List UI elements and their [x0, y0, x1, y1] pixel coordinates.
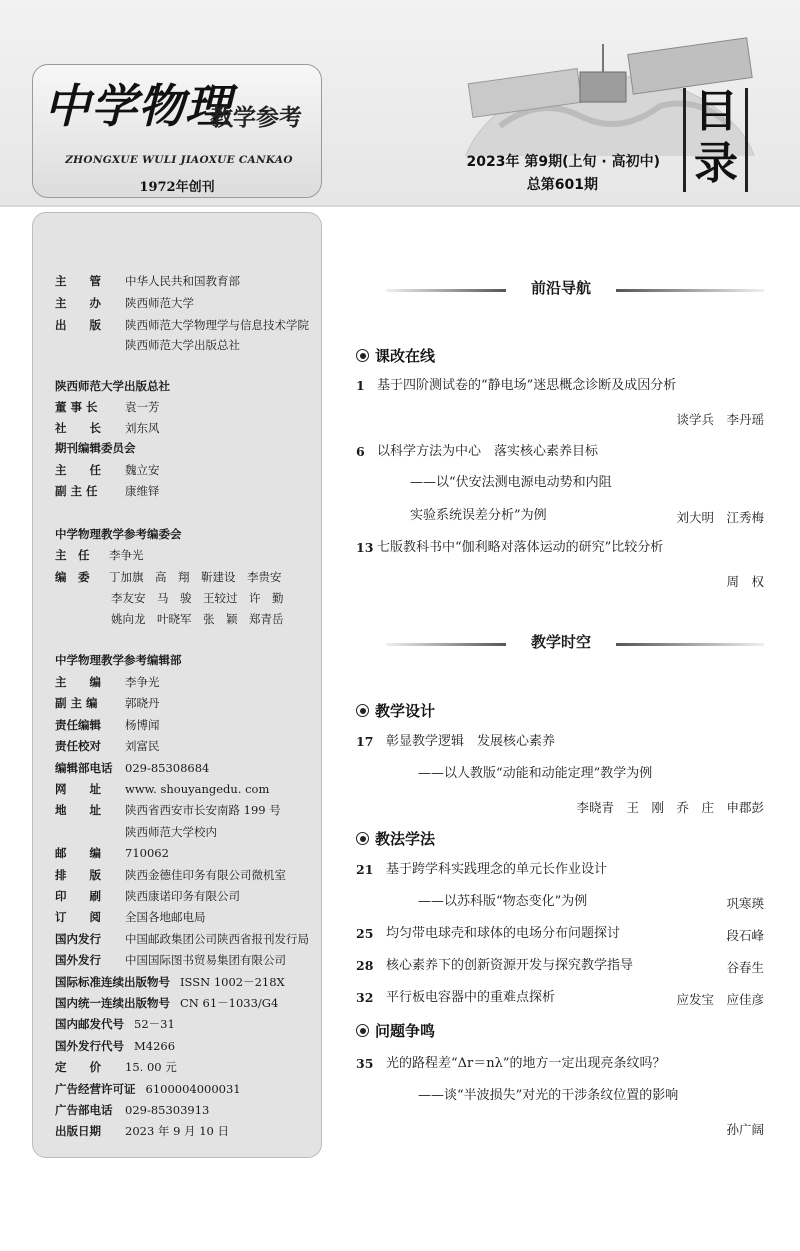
info-label: 社 长: [55, 421, 101, 435]
board-heading: 中学物理教学参考编委会: [55, 527, 182, 541]
banner-rule-left: [386, 643, 506, 646]
article-subtitle: ——以苏科版“物态变化”为例: [418, 894, 588, 909]
article-title[interactable]: 以科学方法为中心 落实核心素养目标: [377, 444, 599, 459]
category-title: 课改在线: [375, 347, 436, 365]
info-value: 郭晓丹: [125, 696, 160, 711]
info-row: [55, 951, 286, 969]
article-title[interactable]: 基于跨学科实践理念的单元长作业设计: [386, 862, 608, 877]
section-banner: [386, 280, 764, 302]
journal-logo-subtitle: 教学参考: [210, 105, 302, 131]
article-authors: 巩寒瑛: [726, 896, 764, 911]
article-subtitle: ——以“伏安法测电源电动势和内阻: [410, 475, 612, 490]
info-row: [55, 930, 309, 948]
info-row: [55, 866, 286, 884]
info-label: 主 办: [55, 296, 101, 310]
info-value: 029-85308684: [125, 760, 210, 775]
article-authors: 刘大明 江秀梅: [676, 510, 764, 525]
info-label: 责任编辑: [55, 717, 101, 732]
info-value: 陕西师范大学出版总社: [125, 338, 240, 352]
bullet-icon: [356, 704, 369, 717]
info-label: 编辑部电话: [55, 760, 113, 775]
info-row: [55, 737, 160, 755]
info-row: [55, 801, 281, 819]
article-title[interactable]: 七版教科书中“伽利略对落体运动的研究”比较分析: [377, 540, 664, 555]
info-value: 康维铎: [125, 484, 160, 498]
info-label: 地 址: [55, 803, 101, 818]
info-label: 广告经营许可证: [55, 1081, 136, 1096]
info-label: 主 任: [55, 548, 90, 562]
category-heading: [356, 700, 435, 721]
article-authors: 孙广阔: [726, 1122, 764, 1137]
category-title: 教学设计: [375, 702, 436, 720]
info-row: [55, 546, 144, 564]
info-row: [55, 1037, 175, 1055]
article-title[interactable]: 彰显教学逻辑 发展核心素养: [386, 734, 556, 749]
article-authors: 段石峰: [726, 928, 764, 943]
info-row: [55, 461, 160, 479]
info-value: 52－31: [134, 1017, 175, 1032]
info-value: 陕西师范大学: [125, 296, 194, 310]
info-row: [55, 844, 169, 862]
article-subtitle: ——谈“半波损失”对光的干涉条纹位置的影响: [418, 1088, 679, 1103]
founded-year: 1972年创刊: [139, 180, 215, 195]
info-value: 魏立安: [125, 463, 160, 477]
info-value: 陕西康诺印务有限公司: [125, 889, 240, 903]
info-value: 中国国际图书贸易集团有限公司: [125, 953, 286, 968]
banner-rule-right: [616, 289, 764, 292]
info-label: 国外发行代号: [55, 1038, 124, 1053]
info-value: 中国邮政集团公司陕西省报刊发行局: [125, 931, 309, 946]
info-value: 刘东风: [125, 421, 160, 435]
info-row: [55, 1058, 177, 1076]
journal-logo-title: 中学物理: [44, 79, 232, 133]
info-row: [55, 1122, 229, 1140]
info-value[interactable]: www. shouyangedu. com: [125, 782, 270, 796]
article-authors: 谈学兵 李丹瑶: [676, 412, 764, 427]
info-label: 主 管: [55, 274, 101, 288]
info-row: [55, 316, 309, 334]
info-label: 订 阅: [55, 910, 101, 925]
info-label: 副 主 任: [55, 484, 98, 498]
bullet-icon: [356, 1024, 369, 1037]
info-row: [55, 673, 160, 691]
committee-heading: 期刊编辑委员会: [55, 441, 136, 455]
info-label: 副 主 编: [55, 696, 98, 711]
article-page: 13: [356, 540, 374, 555]
article-page: 17: [356, 734, 374, 749]
article-subtitle: 实验系统误差分析”为例: [410, 508, 547, 523]
info-row: [55, 294, 194, 312]
info-row: [55, 973, 285, 991]
article-page: 21: [356, 862, 374, 877]
category-heading: [356, 828, 435, 849]
info-label: 网 址: [55, 782, 101, 796]
info-row: [55, 1080, 241, 1098]
info-label: 主 编: [55, 675, 101, 689]
info-label: 出 版: [55, 318, 101, 332]
toc-title-bar-left: [683, 88, 686, 192]
article-title[interactable]: 均匀带电球壳和球体的电场分布问题探讨: [386, 926, 621, 941]
banner-rule-right: [616, 643, 764, 646]
info-value: 杨博闻: [125, 717, 160, 732]
article-authors: 应发宝 应佳彦: [676, 992, 764, 1007]
info-value: 中华人民共和国教育部: [125, 274, 240, 288]
article-page: 25: [356, 926, 374, 941]
info-value: 李争光: [125, 675, 160, 689]
info-label: 印 刷: [55, 889, 101, 903]
article-title[interactable]: 基于四阶测试卷的“静电场”迷思概念诊断及成因分析: [377, 378, 677, 393]
info-value: ISSN 1002－218X: [180, 974, 285, 989]
info-row: [55, 398, 160, 416]
header-divider: [0, 205, 800, 207]
dept-heading: 中学物理教学参考编辑部: [55, 653, 182, 667]
info-value: 陕西师范大学校内: [125, 824, 217, 839]
article-title[interactable]: 核心素养下的创新资源开发与探究教学指导: [386, 958, 634, 973]
info-label: 广告部电话: [55, 1103, 113, 1117]
toc-title: [691, 86, 741, 190]
satellite-globe-illustration: [460, 36, 800, 156]
info-row: [55, 336, 240, 354]
bullet-icon: [356, 349, 369, 362]
journal-logo-english: ZHONGXUE WULI JIAOXUE CANKAO: [65, 154, 293, 166]
info-row: [55, 694, 160, 712]
info-value: 6100004000031: [145, 1081, 241, 1096]
issue-line: 2023年 第9期(上旬 · 高初中): [466, 154, 660, 170]
info-value: 710062: [125, 846, 169, 861]
article-authors: 李晓青 王 刚 乔 庄 申郡彭: [576, 800, 764, 815]
info-label: 国内邮发代号: [55, 1017, 124, 1032]
info-label: 编 委: [55, 570, 90, 584]
info-row: [55, 908, 206, 926]
article-authors: 周 权: [726, 574, 764, 589]
article-page: 35: [356, 1056, 374, 1071]
info-value: 袁一芳: [125, 400, 160, 414]
info-value: 029-85303913: [125, 1103, 210, 1117]
info-value: CN 61－1033/G4: [180, 996, 279, 1010]
info-row: [55, 780, 269, 798]
info-row: [55, 1101, 209, 1119]
issue-total: 总第601期: [526, 177, 598, 193]
info-label: 国外发行: [55, 953, 101, 968]
info-label: 主 任: [55, 463, 101, 477]
toc-title-char-2: 录: [694, 138, 738, 189]
toc-title-char-1: 目: [694, 86, 738, 137]
banner-rule-left: [386, 289, 506, 292]
article-page: 32: [356, 990, 374, 1005]
article-page: 28: [356, 958, 374, 973]
info-label: 出版日期: [55, 1124, 101, 1139]
info-value: 全国各地邮电局: [125, 910, 206, 925]
info-value: 陕西金德佳印务有限公司微机室: [125, 867, 286, 882]
category-heading: [356, 1020, 435, 1041]
info-row: [55, 419, 160, 437]
article-page: 1: [356, 378, 365, 393]
category-title: 教法学法: [375, 830, 436, 848]
article-page: 6: [356, 444, 365, 459]
article-title[interactable]: 平行板电容器中的重难点探析: [386, 990, 556, 1005]
info-value: 刘富民: [125, 739, 160, 754]
info-row: [55, 482, 160, 500]
section-title: 前沿导航: [506, 277, 616, 298]
board-members-line: 姚向龙 叶晓军 张 颖 郑青岳: [111, 612, 284, 626]
board-members-line: 李友安 马 骏 王较过 许 勤: [111, 591, 284, 605]
article-authors: 谷春生: [726, 960, 764, 975]
press-heading: 陕西师范大学出版总社: [55, 379, 170, 393]
article-title[interactable]: 光的路程差“Δr＝nλ”的地方一定出现亮条纹吗？: [386, 1056, 666, 1071]
info-value: 2023 年 9 月 10 日: [125, 1124, 229, 1139]
toc-title-bar-right: [745, 88, 748, 192]
board-members-line: 丁加旗 高 翔 靳建设 李贵安: [109, 570, 282, 584]
info-row: [111, 610, 284, 628]
info-value: 陕西省西安市长安南路 199 号: [125, 803, 281, 818]
info-label: 董 事 长: [55, 400, 98, 414]
info-row: [55, 887, 240, 905]
info-value: 李争光: [109, 548, 144, 562]
info-label: 邮 编: [55, 846, 101, 861]
info-value: M4266: [134, 1038, 176, 1053]
info-label: 排 版: [55, 867, 101, 882]
article-subtitle: ——以人教版“动能和动能定理”教学为例: [418, 766, 653, 781]
info-row: [55, 994, 278, 1012]
info-row: [111, 589, 284, 607]
info-row: [55, 823, 217, 841]
info-label: 国内统一连续出版物号: [55, 996, 170, 1010]
info-label: 国内发行: [55, 931, 101, 946]
category-heading: [356, 345, 435, 366]
info-label: 责任校对: [55, 739, 101, 754]
info-value: 陕西师范大学物理学与信息技术学院: [125, 318, 309, 332]
info-value: 15. 00 元: [125, 1060, 177, 1075]
info-label: 国际标准连续出版物号: [55, 974, 170, 989]
info-row: [55, 568, 282, 586]
section-title: 教学时空: [506, 631, 616, 652]
section-banner: [386, 634, 764, 656]
info-row: [55, 272, 240, 290]
bullet-icon: [356, 832, 369, 845]
info-label: 定 价: [55, 1060, 101, 1075]
info-row: [55, 759, 209, 777]
info-row: [55, 1015, 175, 1033]
info-row: [55, 716, 160, 734]
category-title: 问题争鸣: [375, 1022, 436, 1040]
